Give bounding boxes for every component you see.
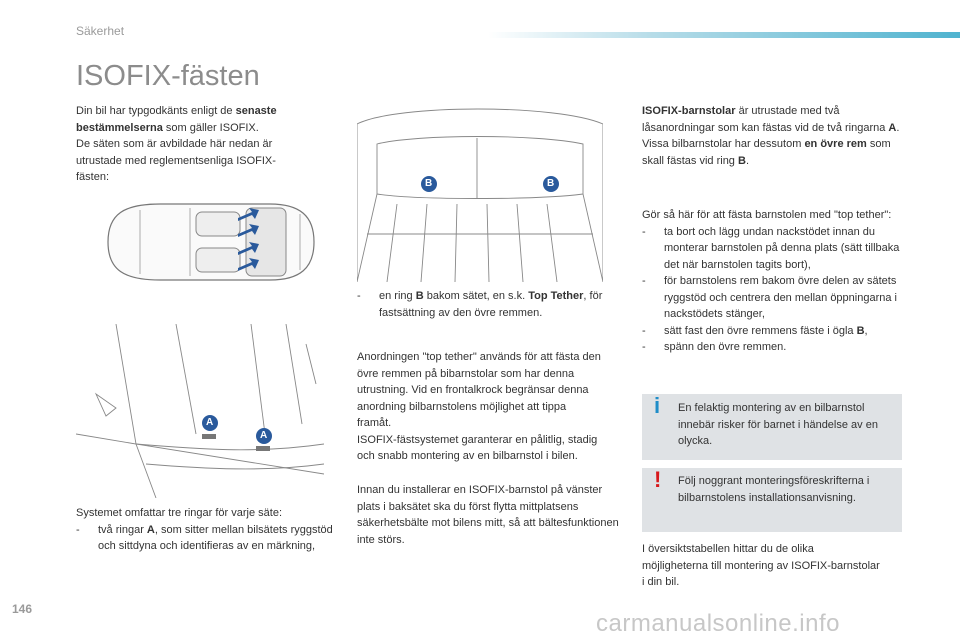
page-number: 146	[12, 602, 33, 616]
section-title: Säkerhet	[76, 24, 125, 38]
list-item: - sätt fast den övre remmens fäste i ögla B,	[642, 324, 868, 337]
install-paragraph: Innan du installerar en ISOFIX-barnstol på vänster plats i baksätet ska du först flytta mittplatsens säkerhetsbälte mot bilens mitt, så att bältesfunktionen inte störs.	[357, 484, 619, 546]
ring-b-label-left: B	[425, 178, 433, 189]
isofix-seats-paragraph: ISOFIX-barnstolar är utrustade med två låsanordningar som kan fästas vid de två ringarna A. Vissa bilbarnstolar har dessutom en övre rem som skall fästas vid ring B.	[642, 105, 900, 167]
list-item: - två ringar A, som sitter mellan bilsätets ryggstöd och sittdyna och identifieras av en märkning,	[76, 523, 333, 552]
watermark: carmanualsonline.info	[596, 610, 840, 637]
list-item: - ta bort och lägg undan nackstödet innan du monterar barnstolen på denna plats (sätt tillbaka det när barnstolen tagits bort),	[642, 225, 900, 271]
system-rings-list: Systemet omfattar tre ringar för varje säte: - två ringar A, som sitter mellan bilsätets ryggstöd och sittdyna och identifieras av en märkning,	[76, 505, 338, 555]
car-top-view-illustration	[100, 196, 320, 288]
warning-icon: !	[654, 467, 662, 492]
rear-seat-illustration	[76, 324, 324, 498]
header-accent-bar	[488, 32, 960, 38]
ring-a-label-right: A	[260, 430, 268, 441]
info-icon: i	[654, 393, 661, 418]
ring-b-item: - en ring B bakom sätet, en s.k. Top Tether, för fastsättning av den övre remmen.	[357, 290, 603, 319]
list-item: - spänn den övre remmen.	[642, 341, 787, 353]
list-item: - för barnstolens rem bakom övre delen av sätets ryggstöd och centrera den mellan öppningarna i nackstödets stänger,	[642, 275, 897, 320]
trunk-illustration	[357, 104, 603, 282]
page-title: ISOFIX-fästen	[76, 60, 260, 92]
ring-b-label-right: B	[547, 178, 555, 189]
warning-box: ! Följ noggrant monteringsföreskrifterna i bilbarnstolens installationsanvisning.	[642, 468, 902, 532]
top-tether-steps: Gör så här för att fästa barnstolen med "top tether": - ta bort och lägg undan nackstödet innan du monterar barnstolen på denna plats (sätt tillbaka det när barnstolen tagits bort), - för barnstolens rem bakom övre delen av sätets ryggstöd och centrera den mellan öppningarna i nackstödets stänger, - sätt fast den övre remmens fäste i ögla B, - spänn den övre remmen.	[642, 207, 907, 356]
top-tether-paragraph: Anordningen "top tether" används för att fästa den övre remmen på bibarnstolar som har denna utrustning. Vid en frontalkrock begränsar denna anordning bilbarnstolens möjlighet att tippa framåt. ISOFIX-fästsystemet garanterar en pålitlig, stadig och snabb montering av en bilbarnstol i bilen.	[357, 351, 601, 462]
info-box: i En felaktig montering av en bilbarnstol innebär risker för barnet i händelse av en olycka.	[642, 394, 902, 460]
ring-a-label-left: A	[206, 417, 214, 428]
closing-paragraph: I översiktstabellen hittar du de olika möjligheterna till montering av ISOFIX-barnstolar i din bil.	[642, 543, 880, 588]
intro-paragraph: Din bil har typgodkänts enligt de senaste bestämmelserna som gäller ISOFIX. De säten som är avbildade här nedan är utrustade med reglementsenliga ISOFIX-fästen:	[76, 105, 277, 183]
